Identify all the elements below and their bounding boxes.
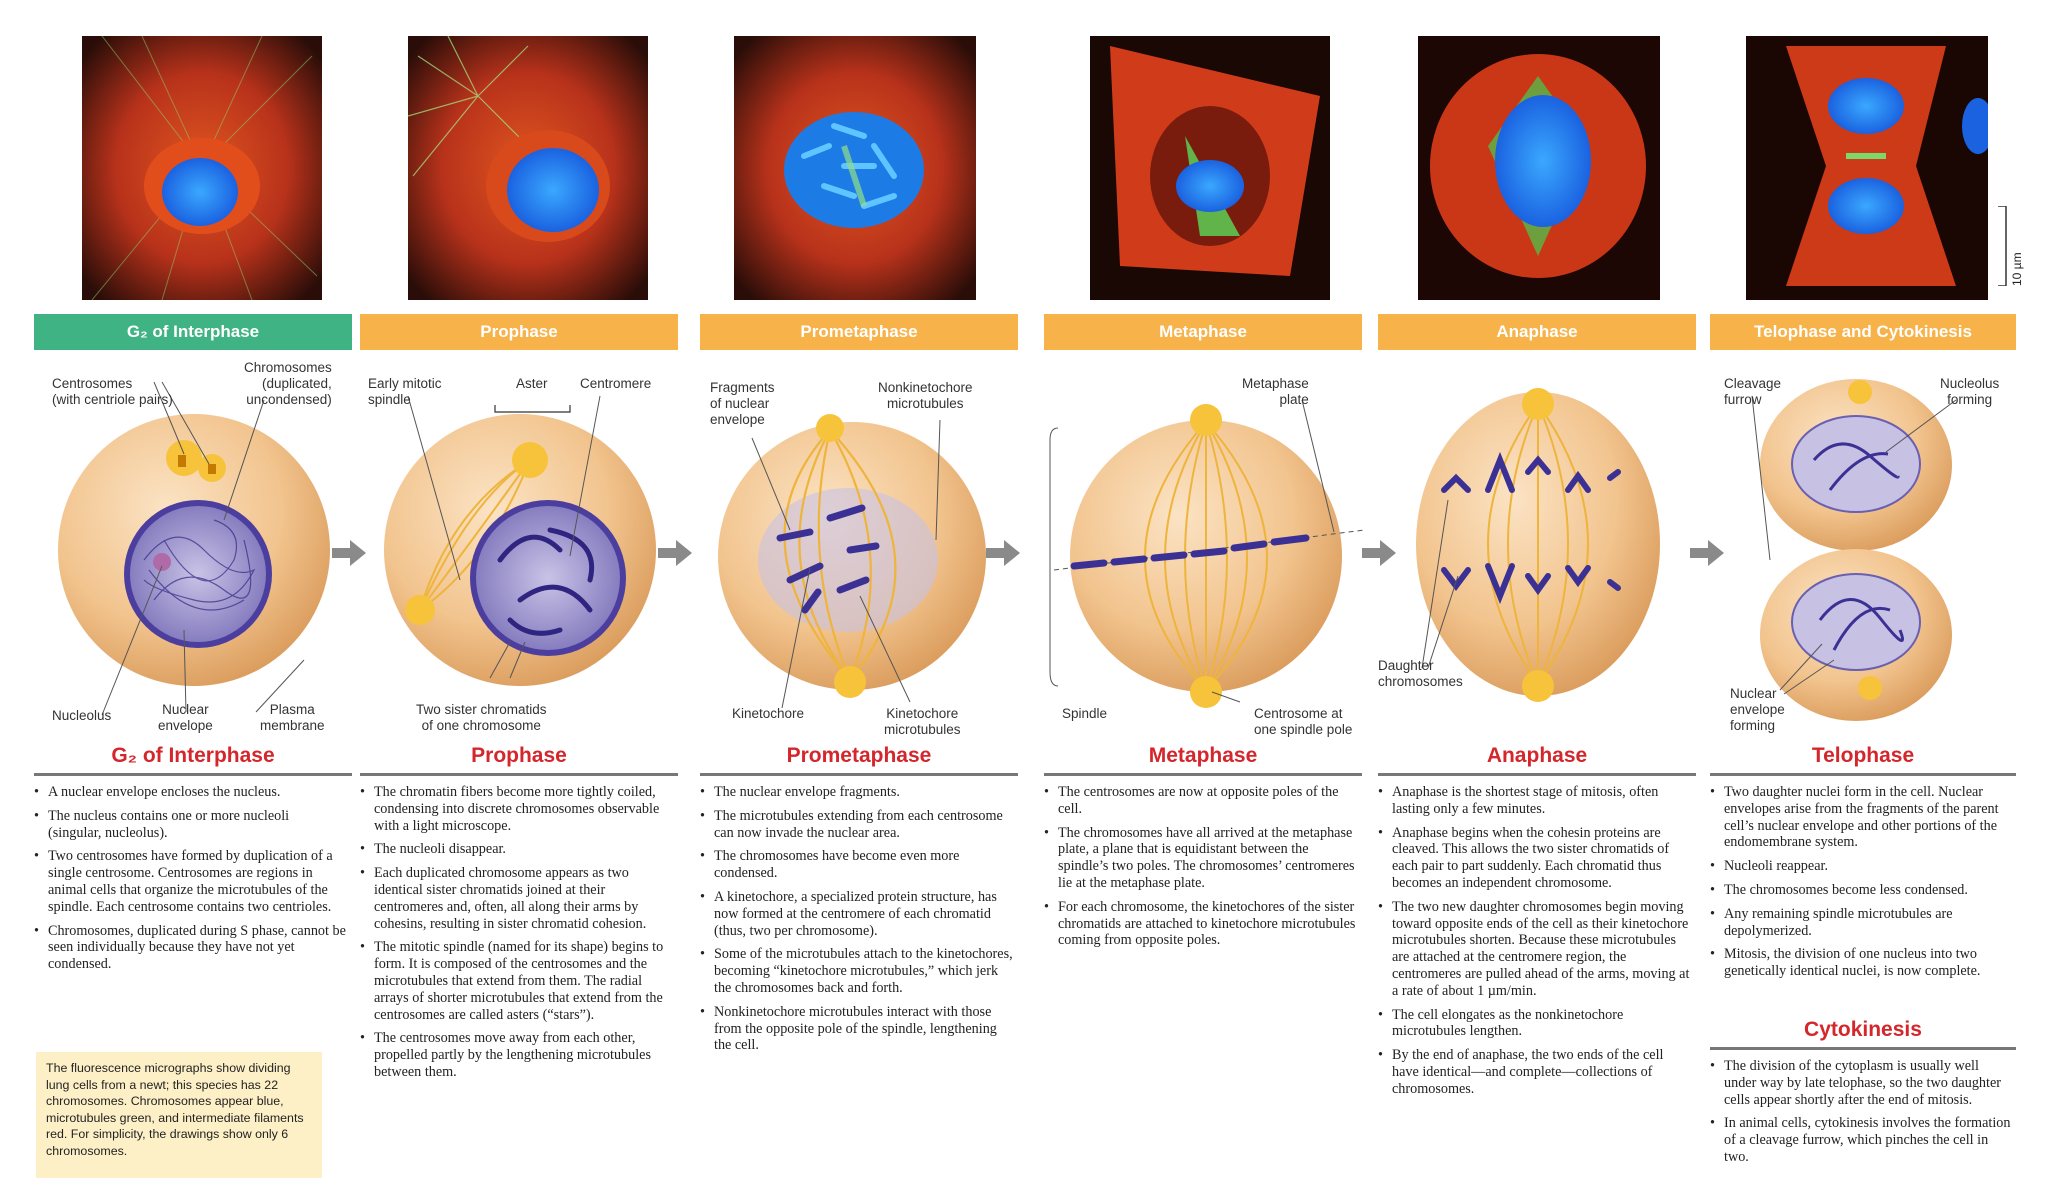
micrograph-footnote: The fluorescence micrographs show dividing lung cells from a newt; this species has 22 chromosomes. Chromosomes appear blue, microtubules green, and intermediate filaments red. For simplicity, the drawings show only 6 chromosomes. [36, 1052, 322, 1178]
stage-title-prometaphase: Prometaphase [786, 744, 932, 767]
list-item: • Chromosomes, duplicated during S phase, cannot be seen individually because they have not yet condensed. [34, 923, 346, 973]
banner-anaphase: Anaphase [1378, 314, 1696, 350]
list-item: • Mitosis, the division of one nucleus into two genetically identical nuclei, is now complete. [1710, 946, 2012, 980]
divider [1378, 773, 1696, 776]
label-chromosomes: Chromosomes (duplicated, uncondensed) [244, 360, 332, 407]
label-nuclear-envelope: Nuclear envelope [158, 702, 213, 733]
diagram-prometaphase [700, 360, 1018, 740]
stage-title-prophase: Prophase [471, 744, 567, 767]
notes-g2 [34, 784, 352, 980]
label-sister-chromatids: Two sister chromatids of one chromosome [416, 702, 547, 733]
list-item: • Nucleoli reappear. [1710, 858, 2012, 875]
scale-bar-label: 10 µm [2010, 252, 2024, 286]
stage-title-metaphase: Metaphase [1148, 744, 1258, 767]
list-item: • The chromosomes have become even more condensed. [700, 848, 1014, 882]
notes-prometaphase [700, 784, 1018, 1061]
diagram-telophase [1710, 360, 2016, 740]
label-nucleolus: Nucleolus [52, 708, 112, 723]
divider [34, 773, 352, 776]
list-item: • The chromosomes have all arrived at the metaphase plate, a plane that is equidistant between the spindle’s two poles. The chromosomes’ centromeres lie at the metaphase plate. [1044, 825, 1356, 892]
stage-g2 [34, 0, 352, 1200]
list-item: • The mitotic spindle (named for its shape) begins to form. It is composed of the centrosomes and the microtubules that extend from them. The radial arrays of shorter microtubules that extend from the centrosomes are called asters (“stars”). [360, 939, 674, 1023]
stage-metaphase [1044, 0, 1362, 1200]
label-kinetochore-mt: Kinetochore microtubules [884, 706, 961, 737]
list-item: • Anaphase begins when the cohesin proteins are cleaved. This allows the two sister chromatids of each pair to part suddenly. Each chromatid thus becomes an independent chromosome. [1378, 825, 1692, 892]
micrograph-anaphase [1418, 36, 1660, 300]
list-item: • By the end of anaphase, the two ends of the cell have identical—and complete—collections of chromosomes. [1378, 1047, 1692, 1097]
list-item: • Any remaining spindle microtubules are depolymerized. [1710, 906, 2012, 940]
list-item: • The nuclear envelope fragments. [700, 784, 1014, 801]
micrograph-telophase [1746, 36, 1988, 300]
list-item: • Nonkinetochore microtubules interact with those from the opposite pole of the spindle, lengthening the cell. [700, 1004, 1014, 1054]
label-fragments: Fragments of nuclear envelope [710, 380, 775, 427]
list-item: • The two new daughter chromosomes begin moving toward opposite ends of the cell as their kinetochore microtubules shorten. Because these microtubules are attached at the centromere region, the centromeres are pulled ahead of the arms, moving at a rate of about 1 µm/min. [1378, 899, 1692, 1000]
notes-prophase [360, 784, 678, 1088]
micrograph-prometaphase [734, 36, 976, 300]
banner-prophase: Prophase [360, 314, 678, 350]
label-nucleolus-forming: Nucleolus forming [1940, 376, 2000, 407]
arrow-right-icon [1362, 540, 1396, 566]
list-item: • A kinetochore, a specialized protein structure, has now formed at the centromere of each chromatid (thus, two per chromosome). [700, 889, 1014, 939]
banner-prometaphase: Prometaphase [700, 314, 1018, 350]
stage-anaphase [1378, 0, 1696, 1200]
diagram-metaphase [1044, 360, 1362, 740]
notes-telophase [1710, 784, 2016, 987]
notes-metaphase [1044, 784, 1362, 956]
list-item: • The cell elongates as the nonkinetochore microtubules lengthen. [1378, 1007, 1692, 1041]
label-nonkinetochore: Nonkinetochore microtubules [878, 380, 973, 411]
diagram-prophase [360, 360, 678, 740]
list-item: • The microtubules extending from each centrosome can now invade the nuclear area. [700, 808, 1014, 842]
label-daughter-chromosomes: Daughter chromosomes [1378, 658, 1463, 689]
stage-title-g2: G₂ of Interphase [111, 744, 275, 767]
arrow-right-icon [986, 540, 1020, 566]
label-kinetochore: Kinetochore [732, 706, 805, 721]
label-early-spindle: Early mitotic spindle [368, 376, 442, 407]
aster-icon [405, 595, 435, 625]
list-item: • The division of the cytoplasm is usually well under way by late telophase, so the two daughter cells appear shortly after the end of mitosis. [1710, 1058, 2012, 1108]
divider [1044, 773, 1362, 776]
list-item: • The nucleoli disappear. [360, 841, 674, 858]
stage-title-cytokinesis: Cytokinesis [1804, 1018, 1922, 1041]
list-item: • Two daughter nuclei form in the cell. Nuclear envelopes arise from the fragments of the parent cell’s nuclear envelope and other portions of the endomembrane system. [1710, 784, 2012, 851]
list-item: • For each chromosome, the kinetochores of the sister chromatids are attached to kinetochore microtubules coming from opposite poles. [1044, 899, 1356, 949]
arrow-right-icon [332, 540, 366, 566]
stage-prophase [360, 0, 678, 1200]
diagram-anaphase [1378, 360, 1696, 740]
label-aster: Aster [516, 376, 548, 391]
list-item: • The centrosomes are now at opposite poles of the cell. [1044, 784, 1356, 818]
arrow-right-icon [658, 540, 692, 566]
divider [700, 773, 1018, 776]
aster-icon [512, 442, 548, 478]
nucleolus [153, 553, 171, 571]
stage-prometaphase [700, 0, 1018, 1200]
list-item: • The chromatin fibers become more tightly coiled, condensing into discrete chromosomes observable with a light microscope. [360, 784, 674, 834]
micrograph-metaphase [1090, 36, 1330, 300]
notes-anaphase [1378, 784, 1696, 1105]
stage-title-anaphase: Anaphase [1486, 744, 1588, 767]
label-centromere: Centromere [580, 376, 652, 391]
list-item: • The chromosomes become less condensed. [1710, 882, 2012, 899]
arrow-right-icon [1690, 540, 1724, 566]
list-item: • Two centrosomes have formed by duplication of a single centrosome. Centrosomes are regions in animal cells that organize the microtubules of the spindle. Each centrosome contains two centrioles. [34, 848, 346, 915]
list-item: • The nucleus contains one or more nucleoli (singular, nucleolus). [34, 808, 346, 842]
list-item: • Each duplicated chromosome appears as two identical sister chromatids joined at their centromeres and, often, all along their arms by cohesins, resulting in sister chromatid cohesion. [360, 865, 674, 932]
label-spindle: Spindle [1062, 706, 1108, 721]
micrograph-prophase [408, 36, 648, 300]
label-cleavage-furrow: Cleavage furrow [1724, 376, 1782, 407]
list-item: • In animal cells, cytokinesis involves the formation of a cleavage furrow, which pinches the cell in two. [1710, 1115, 2012, 1165]
list-item: • The centrosomes move away from each other, propelled partly by the lengthening microtubules between them. [360, 1030, 674, 1080]
divider [360, 773, 678, 776]
micrograph-g2 [82, 36, 322, 300]
banner-metaphase: Metaphase [1044, 314, 1362, 350]
label-metaphase-plate: Metaphase plate [1242, 376, 1309, 407]
list-item: • Some of the microtubules attach to the kinetochores, becoming “kinetochore microtubules,” which jerk the chromosomes back and forth. [700, 946, 1014, 996]
stage-telophase [1710, 0, 2016, 1200]
banner-g2: G₂ of Interphase [34, 314, 352, 350]
label-plasma-membrane: Plasma membrane [260, 702, 325, 733]
list-item: • A nuclear envelope encloses the nucleus. [34, 784, 346, 801]
list-item: • Anaphase is the shortest stage of mitosis, often lasting only a few minutes. [1378, 784, 1692, 818]
divider [1710, 773, 2016, 776]
banner-telophase: Telophase and Cytokinesis [1710, 314, 2016, 350]
stage-title-telophase: Telophase [1811, 744, 1915, 767]
label-nuclear-envelope-forming: Nuclear envelope forming [1730, 686, 1785, 733]
label-centrosome-pole: Centrosome at one spindle pole [1254, 706, 1353, 737]
label-centrosomes: Centrosomes (with centriole pairs) [52, 376, 173, 407]
notes-cytokinesis [1710, 1058, 2016, 1173]
diagram-g2 [34, 360, 352, 740]
divider [1710, 1047, 2016, 1050]
